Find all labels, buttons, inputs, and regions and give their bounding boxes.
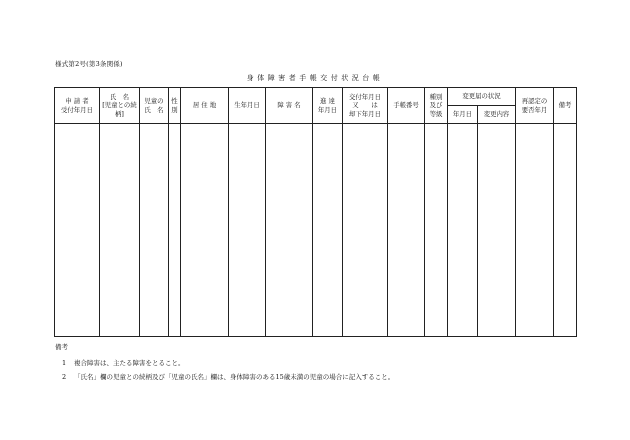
notes-section bbox=[55, 342, 394, 386]
header-birth-date: 生年月日 bbox=[229, 88, 266, 124]
cell-child-name bbox=[140, 124, 169, 337]
header-change-status: 変更届の状況 bbox=[448, 88, 516, 106]
cell-remarks bbox=[554, 124, 577, 337]
cell-birth-date bbox=[229, 124, 266, 337]
ledger-table bbox=[54, 87, 577, 337]
header-change-date: 年月日 bbox=[448, 106, 478, 124]
note-item bbox=[62, 358, 394, 367]
header-type-grade: 種別 及び 等級 bbox=[425, 88, 448, 124]
note-number: 2 bbox=[62, 373, 67, 381]
ledger-title: 身体障害者手帳交付状況台帳 bbox=[246, 74, 384, 82]
cell-issue-date bbox=[343, 124, 388, 337]
cell-reassessment bbox=[516, 124, 554, 337]
cell-sex bbox=[169, 124, 181, 337]
note-text: 「氏名」欄の児童との続柄及び「児童の氏名」欄は、身体障害のある15歳未満の児童の場合に記入すること。 bbox=[74, 373, 395, 381]
header-address: 居 住 地 bbox=[181, 88, 229, 124]
form-number: 様式第2号(第3条関係) bbox=[55, 60, 123, 68]
cell-application-date bbox=[55, 124, 100, 337]
cell-change-date bbox=[448, 124, 478, 337]
cell-type-grade bbox=[425, 124, 448, 337]
cell-name bbox=[100, 124, 140, 337]
table-row bbox=[55, 124, 577, 337]
header-name: 氏 名 [児童との続柄] bbox=[100, 88, 140, 124]
cell-change-content bbox=[478, 124, 516, 337]
header-change-content: 変更内容 bbox=[478, 106, 516, 124]
header-sex: 性 別 bbox=[169, 88, 181, 124]
note-text: 複合障害は、主たる障害をとること。 bbox=[74, 359, 185, 367]
cell-handbook-number bbox=[388, 124, 425, 337]
header-reassessment: 再認定の 要否年月 bbox=[516, 88, 554, 124]
header-dispatch-date: 進 達 年月日 bbox=[313, 88, 343, 124]
cell-address bbox=[181, 124, 229, 337]
notes-title: 備考 bbox=[55, 343, 68, 351]
note-number: 1 bbox=[62, 359, 67, 367]
note-item bbox=[62, 372, 394, 381]
cell-dispatch-date bbox=[313, 124, 343, 337]
header-child-name: 児童の 氏 名 bbox=[140, 88, 169, 124]
header-handbook-number: 手帳番号 bbox=[388, 88, 425, 124]
header-disability-name: 障 害 名 bbox=[266, 88, 313, 124]
cell-disability-name bbox=[266, 124, 313, 337]
header-remarks: 備考 bbox=[554, 88, 577, 124]
header-issue-date: 交付年月日 又 は 却下年月日 bbox=[343, 88, 388, 124]
header-application-date: 申 請 者 受付年月日 bbox=[55, 88, 100, 124]
